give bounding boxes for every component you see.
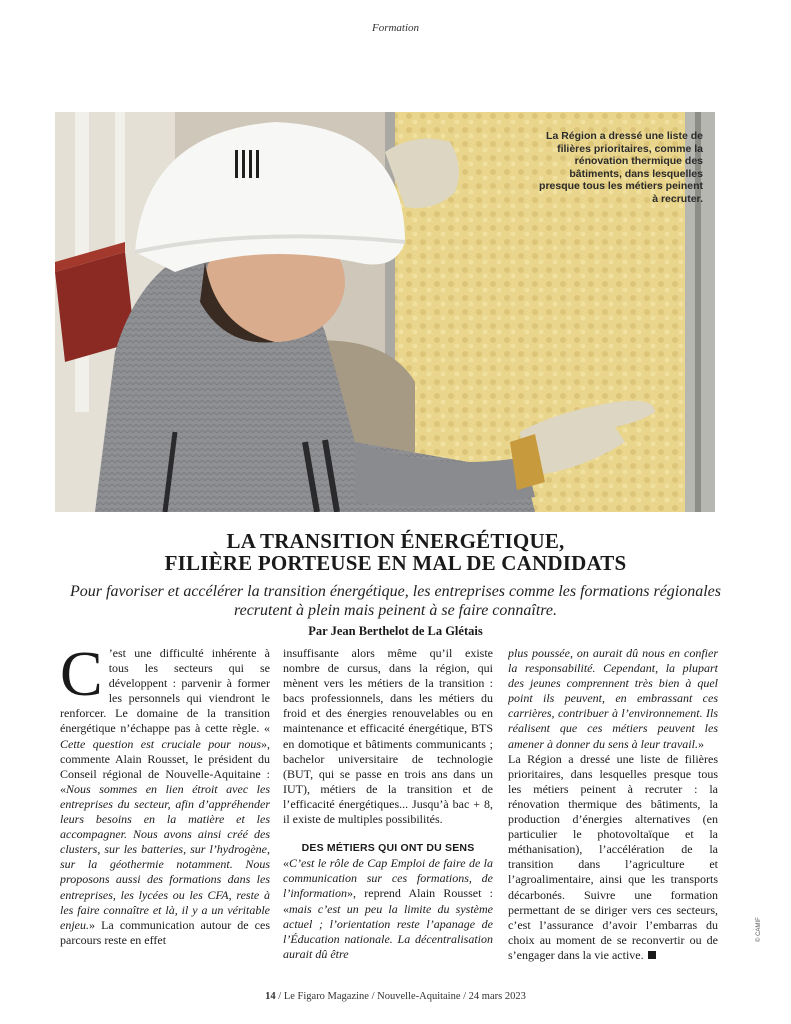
section-label: Formation <box>371 22 420 34</box>
quote-text: mais c’est un peu la limite du système actuel ; l’orientation reste l’apanage de l’Éducation nationale. La décentralisation aurait dû être <box>283 901 493 961</box>
drop-cap: C <box>60 646 103 709</box>
article-photo <box>55 112 715 512</box>
quote-text: C’est le rôle de Cap Emploi de faire de la communication sur ces formations, de l’information <box>283 856 493 901</box>
page-footer <box>0 991 791 1002</box>
article-subhead: DES MÉTIERS QUI ONT DU SENS <box>301 842 475 855</box>
end-of-article-mark <box>648 951 656 959</box>
photo-credit: © CAMIF <box>756 917 762 942</box>
footer-text: / Le Figaro Magazine / Nouvelle-Aquitaine / 24 mars 2023 <box>275 991 526 1002</box>
body-text: », reprend Alain Rousset : « <box>283 886 493 916</box>
article-column-1 <box>60 646 270 976</box>
quote-text: Cette question est cruciale pour nous <box>60 736 261 751</box>
article-column-3 <box>508 646 718 976</box>
body-text: ’est une difficulté inhérente à tous les secteurs qui se développent : parvenir à former les personnels qui viendront le renforcer. Le domaine de la transition énergétique n’échappe pas à cette règle. « <box>60 646 270 736</box>
quote-text: plus poussée, on aurait dû nous en confier la responsabilité. Cependant, la plupart des jeunes comprennent très bien à quel point ils peuvent, en embrassant ces carrières, contribuer à l’environnement. Ils réalisent que ces métiers peuvent les amener à donner du sens à leur travail. <box>508 646 718 751</box>
photo-caption: La Région a dressé une liste de filières prioritaires, comme la rénovation thermique des bâtiments, dans lesquelles presque tous les métiers peinent à recruter. <box>539 130 703 205</box>
page-number: 14 <box>265 991 276 1002</box>
body-text: », commente Alain Rousset, le président du Conseil régional de Nouvelle-Aquitaine : « <box>60 736 270 796</box>
quote-text: Nous sommes en lien étroit avec les entreprises du secteur, afin d’appréhender leurs besoins en la matière et les accompagner. Nous avons ainsi créé des clusters, sur les batteries, sur l’hydrogène, sur la géothermie notamment. Nous proposons aussi des formations dans les entreprises, les lycées ou les CFA, reste à les faire connaître et là, il y a un véritable enjeu. <box>60 781 270 932</box>
body-text: La Région a dressé une liste de filières prioritaires, dans lesquelles presque tous les métiers peinent à recruter : la rénovation thermique des bâtiments, la production d’énergies alternatives (en particulier le photovoltaïque et la méthanisation), l’accélération de la transition dans l’agriculture et l’agroalimentaire, ainsi que les transports décarbonés. Suivre une formation permettant de se diriger vers ces secteurs, c’est l’assurance d’avoir l’embarras du choix au moment de se reconvertir ou de s’engager dans la vie active. <box>508 751 718 962</box>
headline-line-2: FILIÈRE PORTEUSE EN MAL DE CANDIDATS <box>164 551 627 575</box>
body-text: « <box>283 856 289 871</box>
body-text: » <box>697 736 704 751</box>
article-standfirst: Pour favoriser et accélérer la transition énergétique, les entreprises comme les formations régionales recrutent à plein mais peinent à se faire connaître. <box>70 583 721 619</box>
article-byline: Par Jean Berthelot de La Glétais <box>308 624 483 638</box>
article-column-2 <box>283 646 493 976</box>
body-text: insuffisante alors même qu’il existe nombre de cursus, dans la région, qui mènent vers les métiers de la transition : bacs professionnels, dans les métiers du froid et des énergies renouvelables ou en maintenance et efficacité énergétique, BTS en domotique et bâtiments communicants ; bachelor universitaire de technologie (BUT, qui se passe en trois ans dans un IUT), métiers de la transition et de l’efficacité énergétiques... Jusqu’à bac + 8, il existe de multiples possibilités. <box>283 646 493 827</box>
article-headline <box>0 530 791 574</box>
body-text: » La communication autour de ces parcours reste en effet <box>60 917 270 947</box>
headline-line-1: LA TRANSITION ÉNERGÉTIQUE, <box>226 529 565 553</box>
